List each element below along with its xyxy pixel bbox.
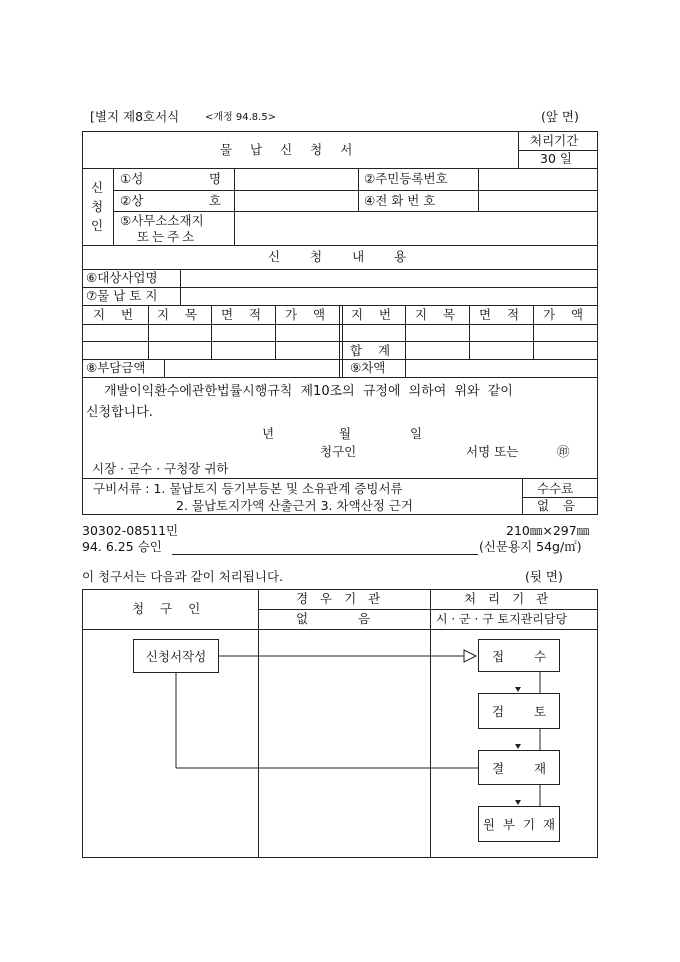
step-review: 검 토	[478, 693, 560, 729]
col-lot-number-2: 지 번	[351, 307, 392, 322]
name-label: ①성	[120, 171, 144, 186]
col-area-2: 면 적	[479, 307, 520, 322]
col-land-type-1: 지 목	[157, 307, 198, 322]
office-address-label: ⑤사무소소재지	[120, 213, 204, 228]
applicant-label-1: 신	[91, 180, 104, 195]
content-heading: 신 청 내 용	[268, 249, 407, 264]
col-processing-sub: 시 · 군 · 구 토지관리담당	[436, 612, 568, 626]
col-processing-header: 처 리 기 관	[464, 591, 549, 606]
date-year: 년	[262, 426, 275, 441]
date-day: 일	[410, 426, 423, 441]
col-land-type-2: 지 목	[415, 307, 456, 322]
trade-name-label: ②상	[120, 193, 144, 208]
form-code: 30302-08511민	[82, 523, 179, 538]
statement-line-1: 개발이익환수에관한법률시행규칙 제10조의 규정에 의하여 위와 같이	[104, 384, 513, 399]
statement-line-2: 신청합니다.	[86, 405, 153, 420]
required-docs-line-2: 2. 물납토지가액 산출근거 3. 차액산정 근거	[176, 498, 413, 513]
form-title: 물 납 신 청 서	[220, 142, 353, 157]
total-label: 합 계	[350, 343, 391, 358]
paper-size: 210㎜×297㎜	[506, 523, 590, 538]
approval-date: 94. 6.25 승인	[82, 539, 162, 554]
required-docs-line-1: 구비서류 : 1. 물납토지 등기부등본 및 소유관계 증빙서류	[93, 481, 403, 496]
resident-number-label: ②주민등록번호	[364, 171, 448, 186]
col-lot-number-1: 지 번	[93, 307, 134, 322]
processing-period-value: 30 일	[540, 151, 572, 166]
col-value-2: 가 액	[543, 307, 584, 322]
office-address-label-2: 또 는 주 소	[137, 229, 195, 244]
land-label: ⑦물 납 토 지	[86, 288, 158, 303]
step-approve: 결 재	[478, 750, 560, 785]
processing-period-label: 처리기간	[530, 133, 579, 148]
trade-name-label-tail: 호	[209, 193, 222, 208]
col-claimant-header: 청 구 인	[132, 601, 201, 616]
project-name-label: ⑥대상사업명	[86, 270, 158, 285]
col-via-agency-sub: 없 음	[296, 611, 371, 626]
col-area-1: 면 적	[221, 307, 262, 322]
col-value-1: 가 액	[285, 307, 326, 322]
col-via-agency-header: 경 우 기 관	[296, 591, 381, 606]
burden-amount-label: ⑧부담금액	[86, 360, 146, 375]
step-write-application: 신청서작성	[133, 639, 219, 673]
paper-type: (신문용지 54g/㎡)	[479, 539, 582, 554]
back-intro: 이 청구서는 다음과 같이 처리됩니다.	[82, 569, 283, 584]
applicant-label-2: 청	[91, 199, 104, 214]
date-month: 월	[339, 426, 352, 441]
claimant-label: 청구인	[320, 444, 357, 459]
form-id: [별지 제8호서식	[90, 109, 180, 124]
revision-note: <개정 94.8.5>	[205, 112, 277, 123]
applicant-label-3: 인	[91, 218, 104, 233]
page-side-front: (앞 면)	[541, 109, 579, 124]
step-register: 원 부 기 재	[478, 806, 560, 842]
page-side-back: (뒷 면)	[525, 569, 563, 584]
addressee: 시장 · 군수 · 구청장 귀하	[92, 461, 229, 476]
fee-value: 없 음	[537, 498, 576, 513]
signature-label: 서명 또는	[466, 444, 519, 459]
seal-mark: ㊞	[557, 444, 570, 459]
difference-label: ⑨차액	[350, 360, 386, 375]
step-receive: 접 수	[478, 639, 560, 672]
name-label-tail: 명	[209, 171, 222, 186]
fee-label: 수수료	[537, 481, 574, 496]
phone-label: ④전 화 번 호	[364, 193, 436, 208]
